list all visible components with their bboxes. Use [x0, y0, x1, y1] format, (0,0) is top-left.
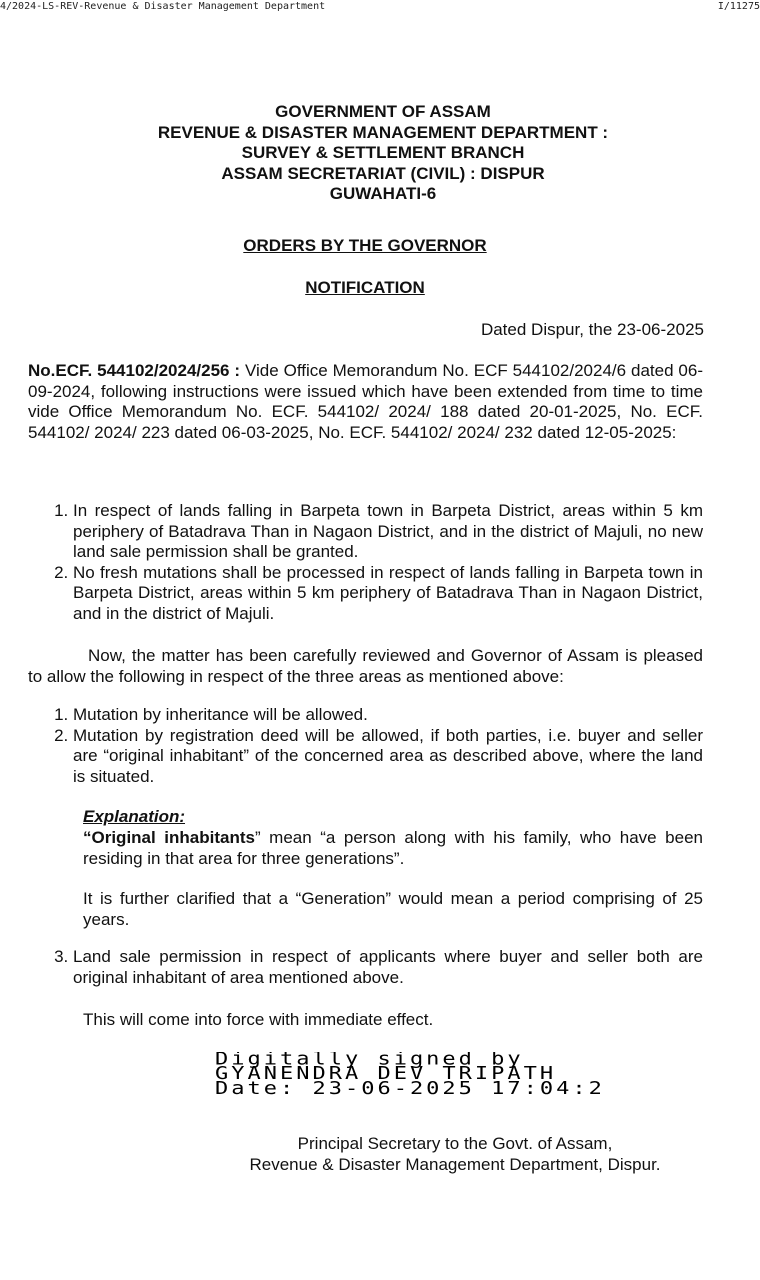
page-reference: I/11275	[717, 1, 760, 12]
effect-statement: This will come into force with immediate effect.	[83, 1010, 434, 1029]
explanation-title: Explanation:	[83, 807, 186, 826]
explanation-clarification: It is further clarified that a “Generation” would mean a period comprising of 25 years.	[83, 889, 703, 929]
list-item: 2. No fresh mutations shall be processed in respect of lands falling in Barpeta town in Barpeta District, areas within 5 km periphery of Batadrava Than in Nagaon District, and in the district of Majuli.	[73, 563, 703, 625]
review-paragraph: Now, the matter has been carefully reviewed and Governor of Assam is pleased to allow the following in respect of the three areas as mentioned above:	[28, 646, 703, 686]
letterhead	[0, 102, 760, 205]
letterhead-line: GOVERNMENT OF ASSAM	[275, 102, 491, 121]
allowances-list-continued	[28, 947, 703, 988]
reference-number: No.ECF. 544102/2024/256 :	[28, 361, 241, 380]
definition-text: ” mean “a person along with his family, who have been residing in that area for three generations”.	[83, 828, 703, 868]
signature-line: GYANENDRA DEV TRIPATH	[215, 1063, 557, 1084]
designation-line: Revenue & Disaster Management Department, Dispur.	[249, 1155, 661, 1174]
intro-text: Vide Office Memorandum No. ECF 544102/2024/6 dated 06-09-2024, following instructions were issued which have been extended from time to time vide Office Memorandum No. ECF. 544102/ 2024/ 188 dated 20-01-2025, No. ECF. 544102/ 2024/ 223 dated 06-03-2025, No. ECF. 544102/ 2024/ 232 dated 12-05-2025:	[28, 361, 704, 442]
list-item: 1. In respect of lands falling in Barpeta town in Barpeta District, areas within 5 km periphery of Batadrava Than in Nagaon District, and in the district of Majuli, no new land sale permission shall be granted.	[73, 501, 703, 563]
digital-signature	[215, 1052, 760, 1096]
date-line: Dated Dispur, the 23-06-2025	[480, 320, 704, 339]
instructions-list	[28, 501, 703, 624]
list-item: 1. Mutation by inheritance will be allowed.	[73, 705, 703, 726]
file-reference: 4/2024-LS-REV-Revenue & Disaster Management Department	[0, 1, 326, 12]
designation-line: Principal Secretary to the Govt. of Assam,	[297, 1134, 613, 1153]
intro-paragraph	[28, 361, 703, 443]
defined-term: “Original inhabitants	[83, 828, 255, 847]
explanation-definition	[83, 828, 703, 869]
signature-line: Date: 23-06-2025 17:04:2	[215, 1078, 605, 1097]
notification-title: NOTIFICATION	[305, 278, 425, 297]
letterhead-line: SURVEY & SETTLEMENT BRANCH	[241, 143, 525, 162]
orders-title: ORDERS BY THE GOVERNOR	[243, 236, 487, 255]
signature-line: Digitally signed by	[215, 1052, 524, 1070]
letterhead-line: REVENUE & DISASTER MANAGEMENT DEPARTMENT :	[157, 122, 609, 142]
letterhead-line: ASSAM SECRETARIAT (CIVIL) : DISPUR	[221, 163, 545, 183]
designation	[185, 1133, 725, 1175]
document-header-bar	[0, 0, 760, 16]
allowances-list	[28, 705, 703, 787]
list-item: 3. Land sale permission in respect of applicants where buyer and seller both are original inhabitant of area mentioned above.	[73, 947, 703, 988]
list-item: 2. Mutation by registration deed will be allowed, if both parties, i.e. buyer and seller are “original inhabitant” of the concerned area as described above, where the land is situated.	[73, 726, 703, 788]
letterhead-line: GUWAHATI-6	[329, 184, 437, 203]
